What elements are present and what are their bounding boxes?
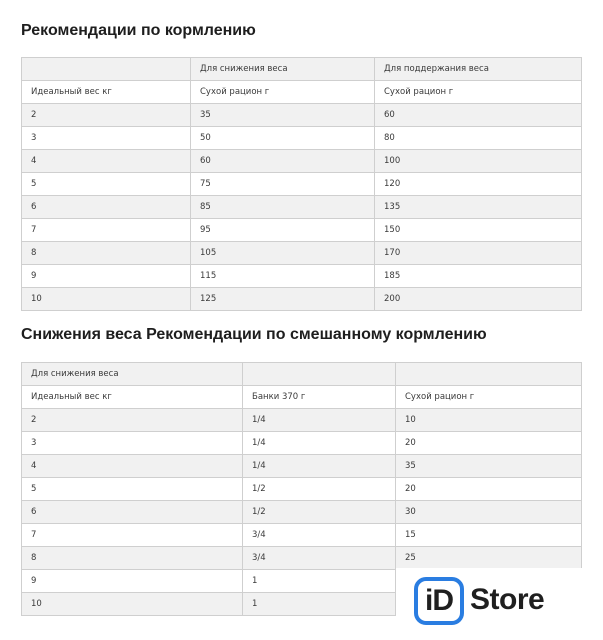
table-cell: 20 [396,432,582,455]
table-cell: 1/2 [243,501,396,524]
table-cell: 125 [191,288,375,311]
table-cell: 2 [22,409,243,432]
table-cell: 3/4 [243,524,396,547]
table-header-cell: Сухой рацион г [375,81,582,104]
table-cell: 5 [22,173,191,196]
table-cell: 10 [396,409,582,432]
table-cell: 6 [22,196,191,219]
table-cell: 8 [22,242,191,265]
table-cell: 3 [22,127,191,150]
table-cell: 4 [22,150,191,173]
table-cell: 9 [22,265,191,288]
table-header-cell [396,363,582,386]
table-cell: 3/4 [243,547,396,570]
table-cell: 1/2 [243,478,396,501]
table-cell: 60 [375,104,582,127]
table-cell: 60 [191,150,375,173]
table-row [22,219,582,242]
table-cell: 1 [243,570,396,593]
table-cell: 2 [22,104,191,127]
table-header-cell: Идеальный вес кг [22,386,243,409]
table-row [22,150,582,173]
table-header-cell: Для поддержания веса [375,58,582,81]
table-cell: 5 [22,478,243,501]
table-row [22,432,582,455]
section-title-feeding: Рекомендации по кормлению [21,22,256,39]
table-cell: 150 [375,219,582,242]
table-cell: 75 [191,173,375,196]
table-cell: 9 [22,570,243,593]
table-header-cell: Идеальный вес кг [22,81,191,104]
table-cell: 1/4 [243,432,396,455]
table-cell: 6 [22,501,243,524]
table-cell: 115 [191,265,375,288]
table-row [22,288,582,311]
logo-badge-text: iD [425,584,453,617]
table-header-row [22,363,582,386]
table-row [22,242,582,265]
table-cell: 120 [375,173,582,196]
table-row [22,478,582,501]
table-row [22,104,582,127]
table-cell: 1 [243,593,396,616]
table-cell: 1/4 [243,455,396,478]
table-cell: 15 [396,524,582,547]
table-row [22,265,582,288]
table-cell: 185 [375,265,582,288]
table-cell: 100 [375,150,582,173]
table-cell: 95 [191,219,375,242]
table-row [22,196,582,219]
table-header-cell: Для снижения веса [22,363,243,386]
table-cell: 20 [396,478,582,501]
table-cell: 8 [22,547,243,570]
table-cell: 35 [396,455,582,478]
idstore-logo [396,568,603,640]
table-cell: 50 [191,127,375,150]
table-cell: 10 [22,288,191,311]
table-header-cell [243,363,396,386]
feeding-table [21,57,582,311]
table-cell: 105 [191,242,375,265]
table-cell: 200 [375,288,582,311]
table-header-cell: Для снижения веса [191,58,375,81]
table-row [22,409,582,432]
table-header-cell: Сухой рацион г [396,386,582,409]
section-title-mixed-feeding: Снижения веса Рекомендации по смешанному кормлению [21,326,487,343]
table-cell: 30 [396,501,582,524]
logo-wordmark: Store [470,583,545,616]
table-row [22,455,582,478]
table-header-cell: Банки 370 г [243,386,396,409]
table-row [22,127,582,150]
table-header-row [22,386,582,409]
table-row [22,173,582,196]
table-row [22,501,582,524]
table-cell: 80 [375,127,582,150]
table-cell: 7 [22,219,191,242]
table-header-row [22,81,582,104]
table-header-cell [22,58,191,81]
table-header-row [22,58,582,81]
table-header-cell: Сухой рацион г [191,81,375,104]
table-cell: 170 [375,242,582,265]
table-cell: 3 [22,432,243,455]
table-row [22,547,582,570]
table-cell: 135 [375,196,582,219]
table-cell: 25 [396,547,582,570]
logo-badge [414,577,464,625]
table-cell: 4 [22,455,243,478]
table-cell: 7 [22,524,243,547]
table-cell: 85 [191,196,375,219]
table-cell: 1/4 [243,409,396,432]
table-cell: 10 [22,593,243,616]
table-cell: 35 [191,104,375,127]
table-row [22,524,582,547]
